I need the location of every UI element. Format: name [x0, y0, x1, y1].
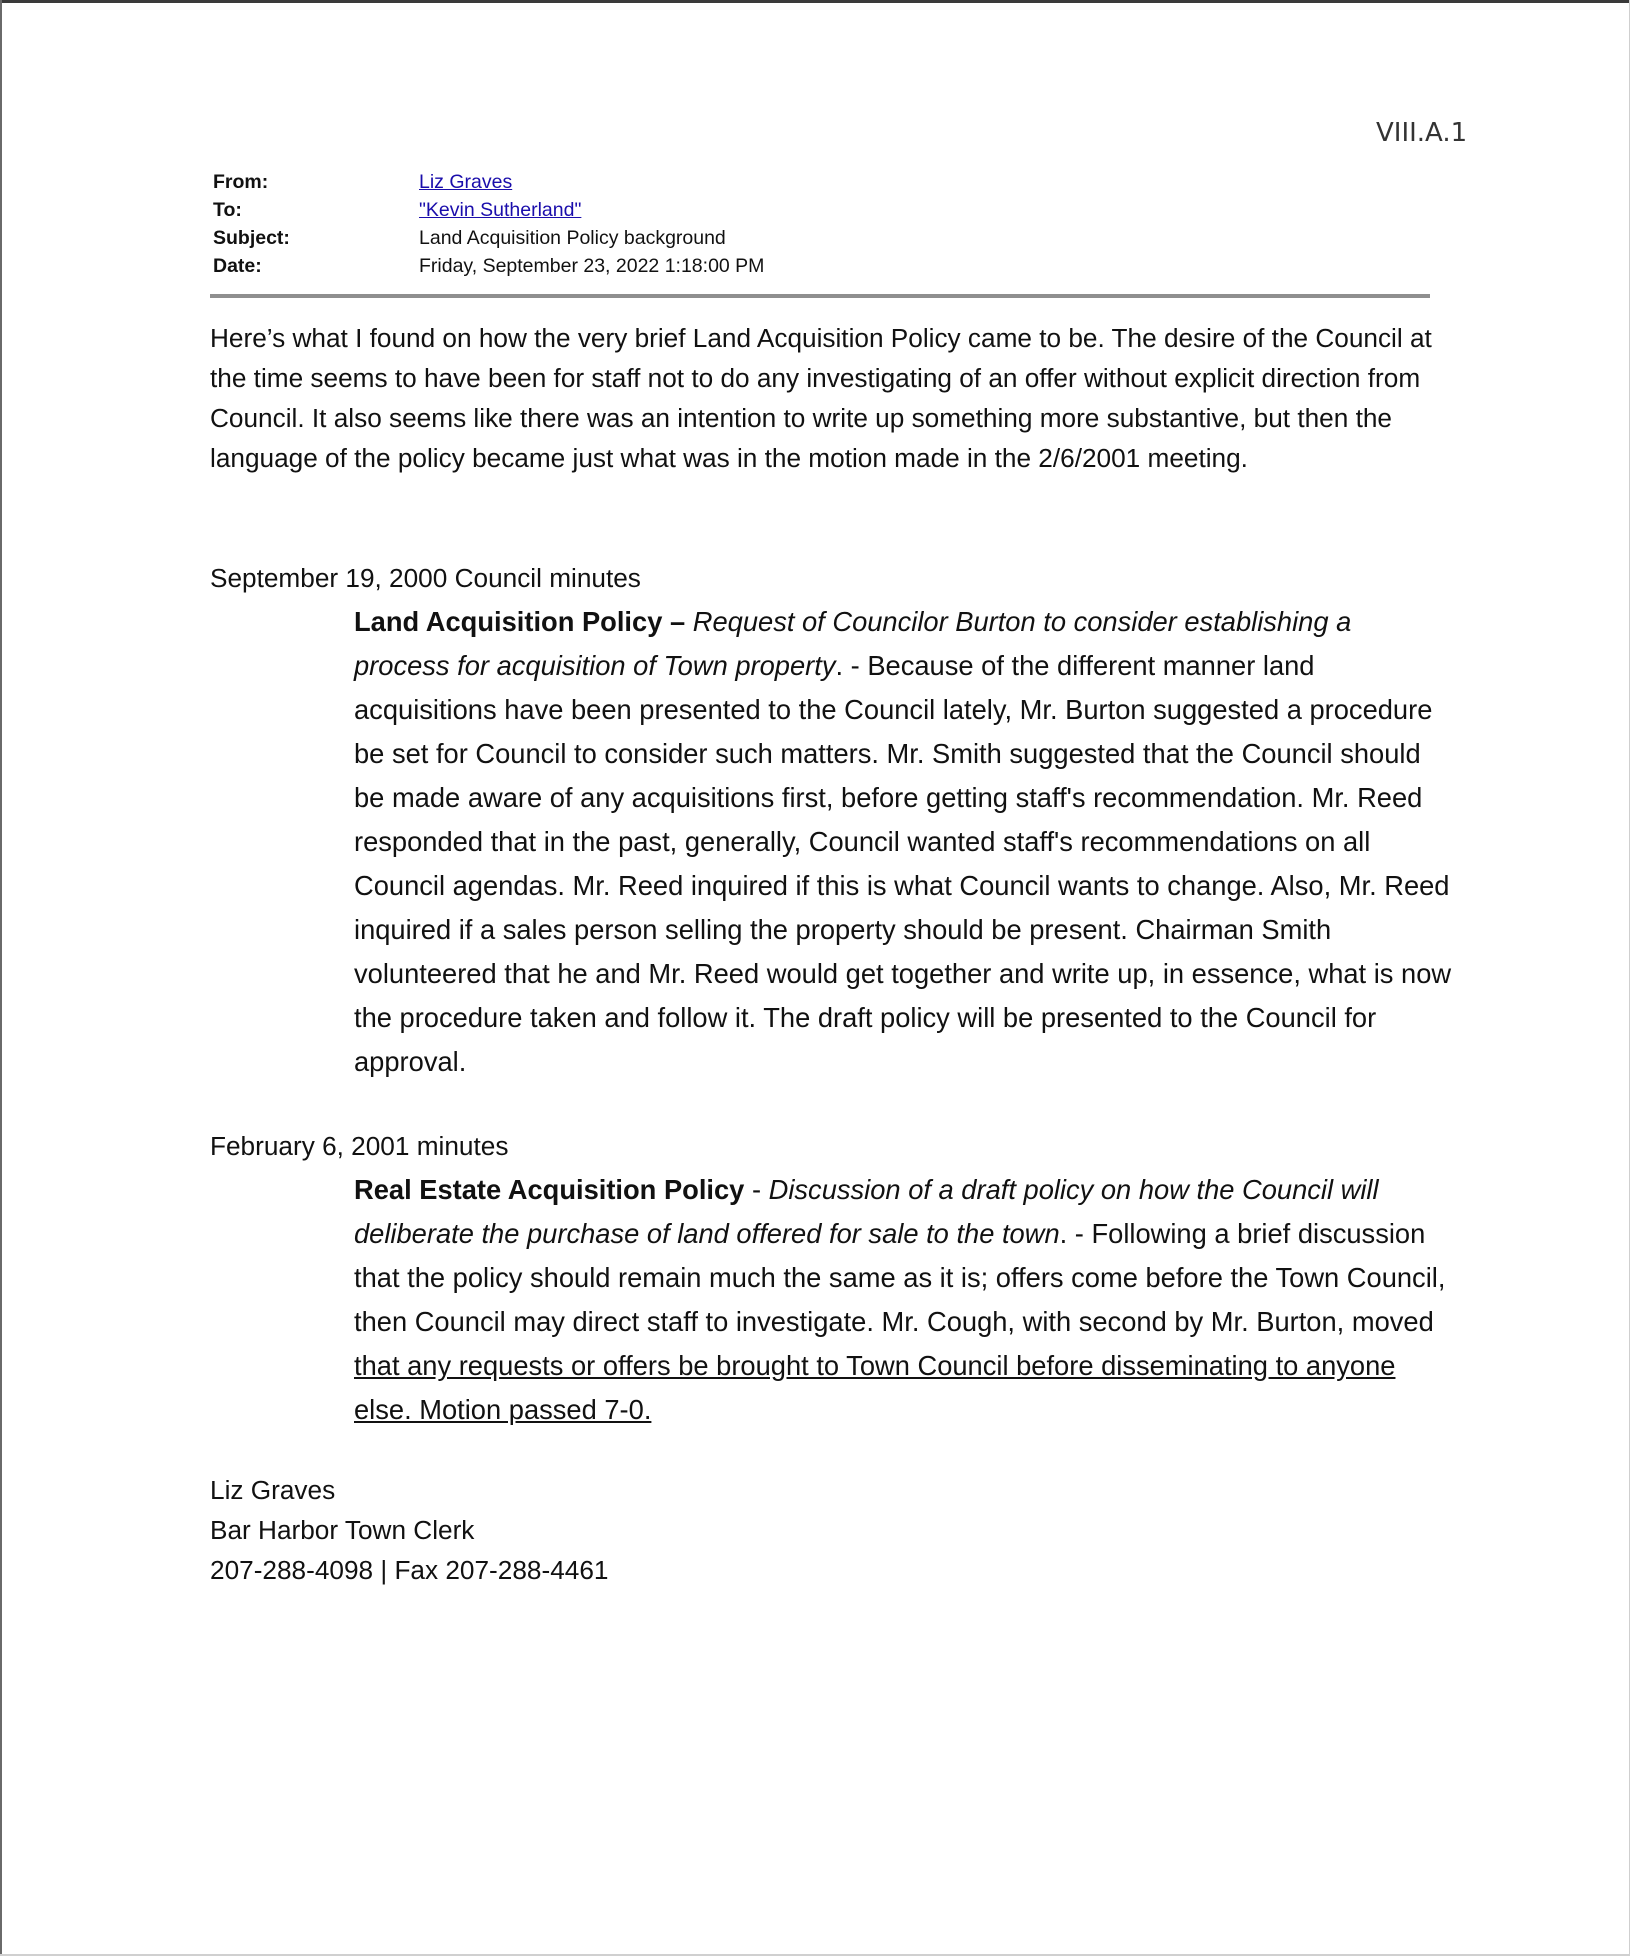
intro-paragraph: Here’s what I found on how the very brief Land Acquisition Policy came to be. The desire of the Council at the time seems to have been for staff not to do any investigating of an offer without explicit direction from Council. It also seems like there was an intention to write up something more substantive, but then the language of the policy became just what was in the motion made in the 2/6/2001 meeting.	[210, 323, 1432, 473]
quote-body: . - Because of the different manner land acquisitions have been presented to the Council lately, Mr. Burton suggested a procedure be set for Council to consider such matters. Mr. Smith suggested that the Council should be made aware of any acquisitions first, before getting staff's recommendation. Mr. Reed responded that in the past, generally, Council wanted staff's recommendations on all Council agendas. Mr. Reed inquired if this is what Council wants to change. Also, Mr. Reed inquired if a sales person selling the property should be present. Chairman Smith volunteered that he and Mr. Reed would get together and write up, in essence, what is now the procedure taken and follow it. The draft policy will be presented to the Council for approval.	[354, 650, 1452, 1077]
header-divider	[210, 294, 1430, 298]
from-label: From:	[213, 171, 269, 193]
section-heading-2000: September 19, 2000 Council minutes	[210, 563, 641, 593]
to-label: To:	[213, 199, 242, 221]
signature-name: Liz Graves	[210, 1475, 336, 1505]
quote-request: Request of Councilor Burton to consider establishing a process for acquisition of Town property	[354, 606, 1352, 681]
email-header	[213, 168, 1433, 280]
to-row	[213, 196, 1433, 224]
quote-separator: -	[744, 1174, 769, 1205]
page-border-left	[0, 0, 2, 1956]
date-label: Date:	[213, 255, 262, 277]
subject-label: Subject:	[213, 227, 290, 249]
quote-request: Discussion of a draft policy on how the Council will deliberate the purchase of land offered for sale to the town	[354, 1174, 1379, 1249]
quote-title: Real Estate Acquisition Policy	[354, 1174, 745, 1205]
to-link[interactable]: "Kevin Sutherland"	[419, 199, 582, 221]
minutes-quote-2000	[354, 600, 1454, 1084]
signature-title: Bar Harbor Town Clerk	[210, 1515, 475, 1545]
page-border-top	[0, 0, 1630, 3]
section-heading-2001: February 6, 2001 minutes	[210, 1131, 509, 1161]
date-value: Friday, September 23, 2022 1:18:00 PM	[419, 255, 765, 277]
quote-body: . - Following a brief discussion that the policy should remain much the same as it is; offers come before the Town Council, then Council may direct staff to investigate. Mr. Cough, with second by Mr. Burton, moved	[354, 1218, 1446, 1337]
from-link[interactable]: Liz Graves	[419, 171, 513, 193]
signature-phone: 207-288-4098 | Fax 207-288-4461	[210, 1555, 609, 1585]
motion-text: that any requests or offers be brought to Town Council before disseminating to anyone else. Motion passed 7-0.	[354, 1350, 1396, 1425]
signature-block	[210, 1470, 608, 1590]
date-row	[213, 252, 1433, 280]
minutes-quote-2001	[354, 1168, 1454, 1432]
from-row	[213, 168, 1433, 196]
quote-title: Land Acquisition Policy –	[354, 606, 686, 637]
page-code: VIII.A.1	[1376, 118, 1468, 148]
subject-value: Land Acquisition Policy background	[419, 227, 726, 249]
subject-row	[213, 224, 1433, 252]
